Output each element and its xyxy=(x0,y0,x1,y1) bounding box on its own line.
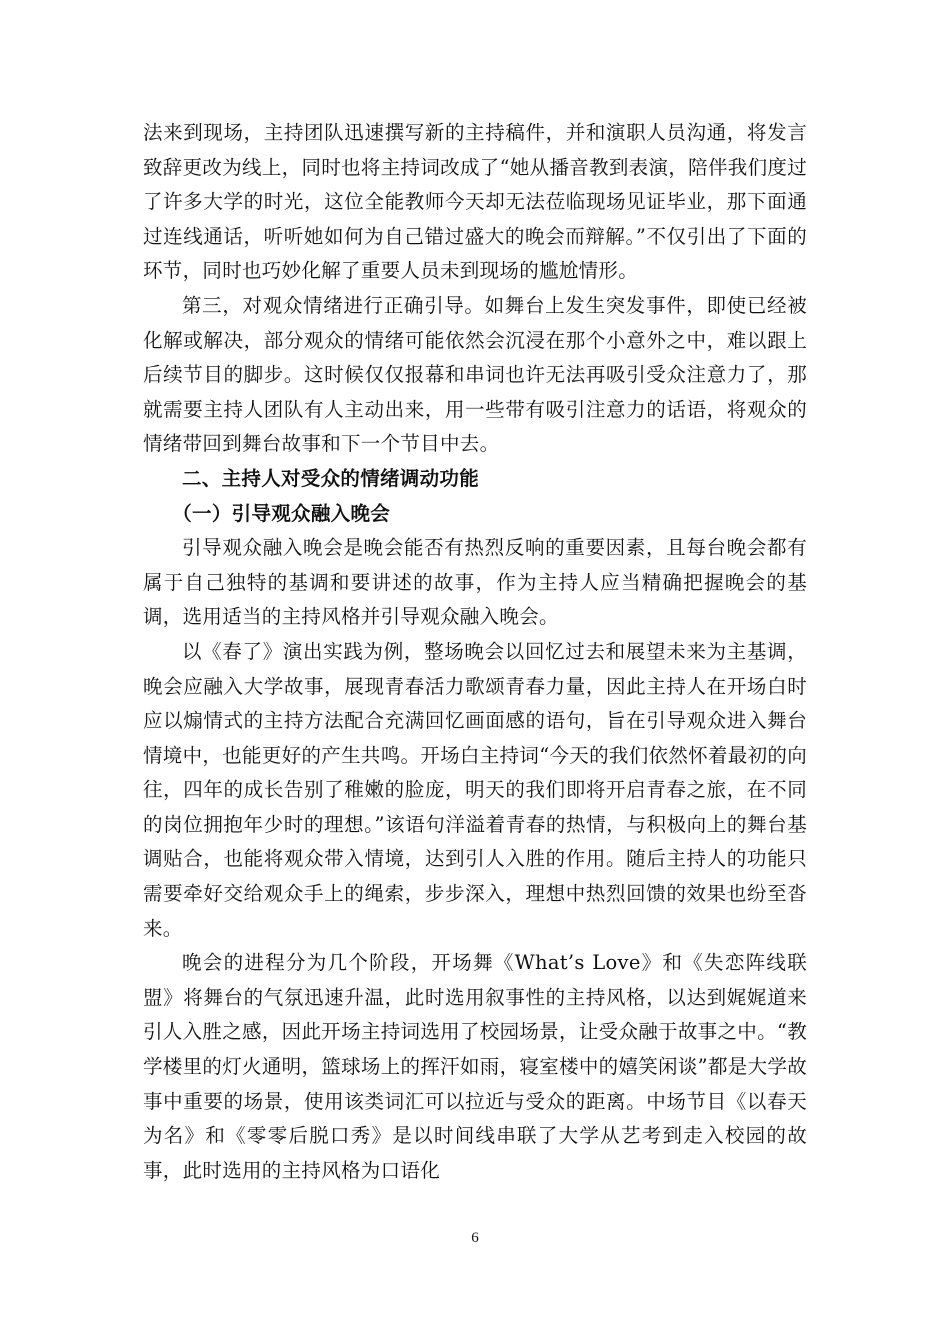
paragraph-continuation: 法来到现场，主持团队迅速撰写新的主持稿件，并和演职人员沟通，将发言致辞更改为线上，同时也将主持词改成了“她从播音教到表演，陪伴我们度过了许多大学的时光，这位全能教师今天却无法莅临现场见证毕业，那下面通过连线通话，听听她如何为自己错过盛大的晚会而辩解。”不仅引出了下面的环节，同时也巧妙化解了重要人员未到现场的尴尬情形。 xyxy=(143,121,807,283)
body-text xyxy=(143,116,807,1188)
subsection-heading: （一）引导观众融入晚会 xyxy=(172,501,391,525)
paragraph-audience-guidance: 第三，对观众情绪进行正确引导。如舞台上发生突发事件，即使已经被化解或解决，部分观众的情绪可能依然会沉浸在那个小意外之中，难以跟上后续节目的脚步。这时候仅仅报幕和串词也许无法再吸引受众注意力了，那就需要主持人团队有人主动出来，用一些带有吸引注意力的话语，将观众的情绪带回到舞台故事和下一个节目中去。 xyxy=(143,293,807,456)
paragraph-example: 以《春了》演出实践为例，整场晚会以回忆过去和展望未来为主基调，晚会应融入大学故事，展现青春活力歌颂青春力量，因此主持人在开场白时应以煽情式的主持方法配合充满回忆画面感的语句，旨在引导观众进入舞台情境中，也能更好的产生共鸣。开场白主持词“今天的我们依然怀着最初的向往，四年的成长告别了稚嫩的脸庞，明天的我们即将开启青春之旅，在不同的岗位拥抱年少时的理想。”该语句洋溢着青春的热情，与积极向上的舞台基调贴合，也能将观众带入情境，达到引人入胜的作用。随后主持人的功能只需要牵好交给观众手上的绳索，步步深入，理想中热烈回馈的效果也纷至沓来。 xyxy=(143,639,807,940)
paragraph-intro: 引导观众融入晚会是晚会能否有热烈反响的重要因素，且每台晚会都有属于自己独特的基调和要讲述的故事，作为主持人应当精确把握晚会的基调，选用适当的主持风格并引导观众融入晚会。 xyxy=(143,536,807,629)
page-number: 6 xyxy=(471,1230,479,1246)
paragraph-stages: 晚会的进程分为几个阶段，开场舞《What’s Love》和《失恋阵线联盟》将舞台的气氛迅速升温，此时选用叙事性的主持风格，以达到娓娓道来引人入胜之感，因此开场主持词选用了校园场景，让受众融于故事之中。“教学楼里的灯火通明，篮球场上的挥汗如雨，寝室楼中的嬉笑闲谈”都是大学故事中重要的场景，使用该类词汇可以拉近与受众的距离。中场节目《以春天为名》和《零零后脱口秀》是以时间线串联了大学从艺考到走入校园的故事，此时选用的主持风格为口语化 xyxy=(143,951,807,1182)
section-heading: 二、主持人对受众的情绪调动功能 xyxy=(182,466,480,490)
